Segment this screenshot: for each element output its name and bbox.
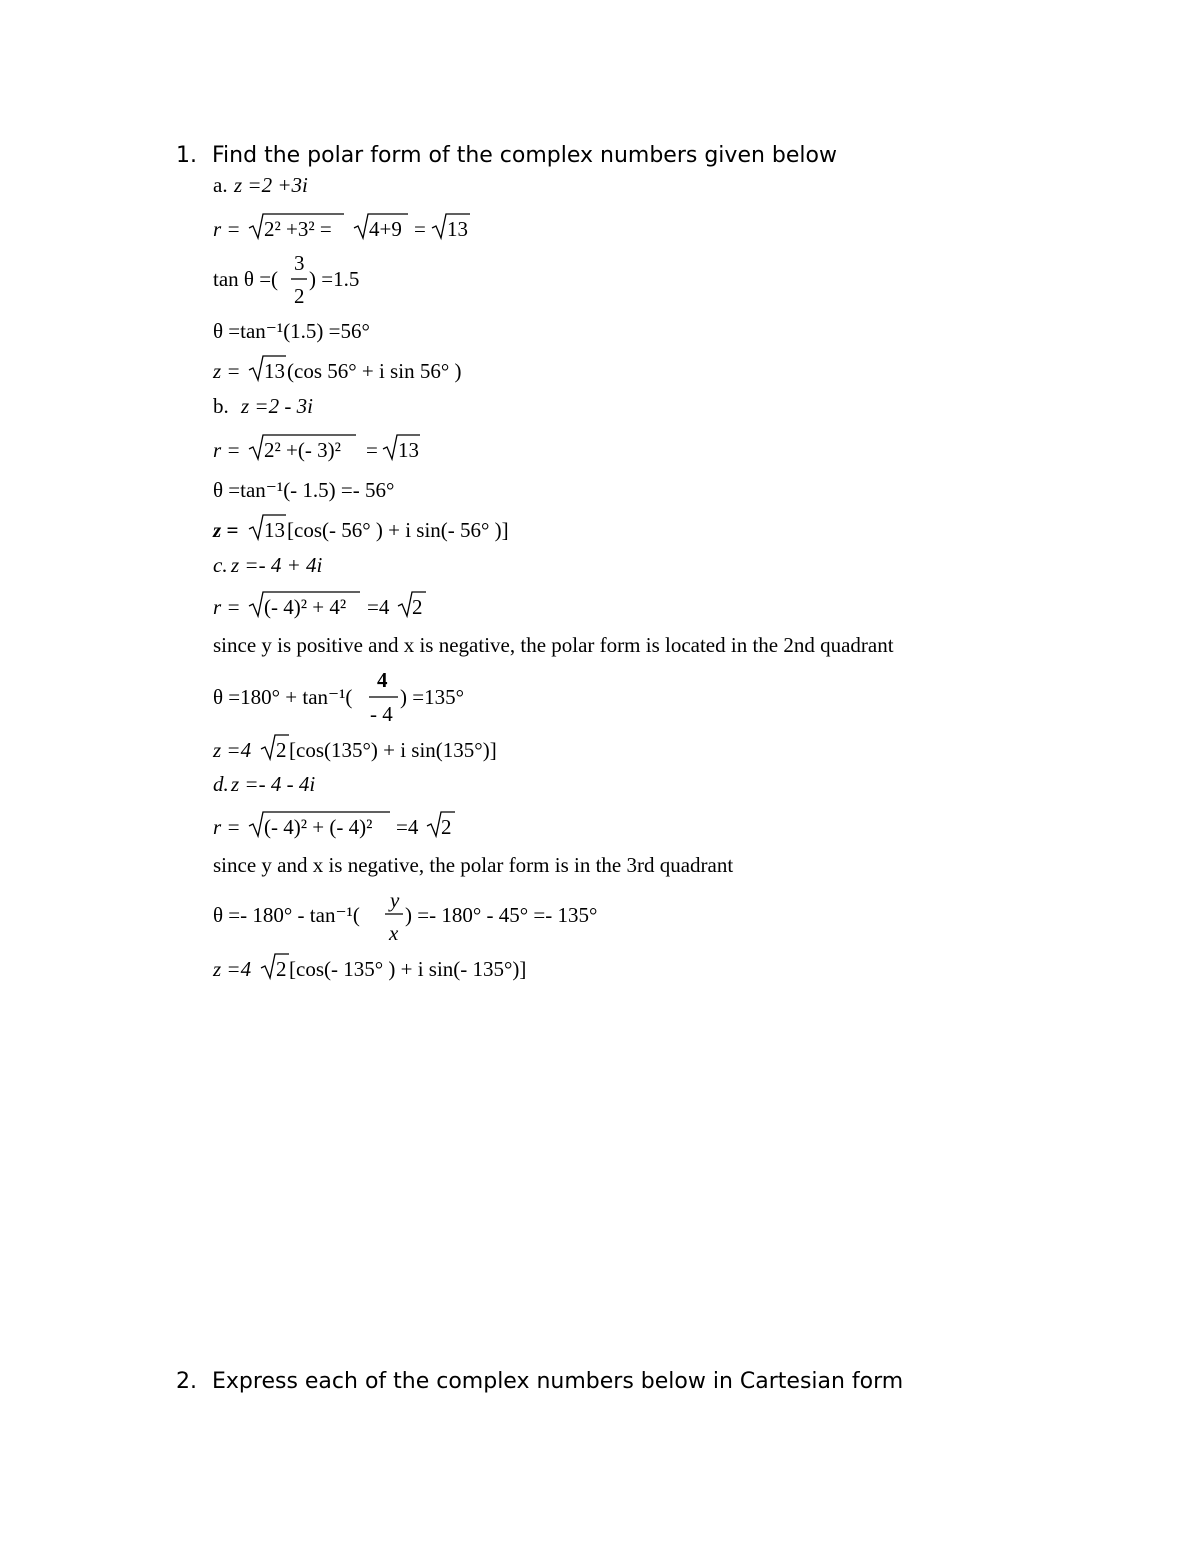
part-d-r-rhs: =4 — [396, 815, 419, 839]
part-b-z-rad: 13 — [264, 518, 285, 542]
part-a-tan-lhs: tan θ =( — [213, 267, 279, 291]
part-d-note: since y and x is negative, the polar form is in the 3rd quadrant — [213, 853, 734, 877]
part-a-r-eq2: = — [414, 217, 426, 241]
part-c-theta-rhs: ) =135° — [400, 685, 464, 709]
part-b — [212, 394, 509, 542]
question-2-text: Express each of the complex numbers below in Cartesian form — [212, 1369, 904, 1394]
part-a-tan-rhs: ) =1.5 — [309, 267, 360, 291]
part-c — [212, 553, 894, 762]
part-a-z-rad: 13 — [264, 359, 285, 383]
part-b-r-rad2: 13 — [398, 438, 419, 462]
part-c-theta-lhs: θ =180° + tan⁻¹( — [213, 685, 353, 709]
question-2-number: 2. — [176, 1369, 197, 1394]
part-d-z-lhs: z =4 — [213, 957, 252, 981]
part-d-theta-rhs: ) =- 180° - 45° =- 135° — [405, 903, 598, 927]
part-d-equation: z =- 4 - 4i — [231, 772, 316, 796]
part-b-z-rhs: [cos(- 56° ) + i sin(- 56° )] — [287, 518, 509, 542]
question-2 — [176, 1371, 903, 1393]
part-a-r-rad2: 4+9 — [369, 217, 402, 241]
part-d-r-rad: (- 4)² + (- 4)² — [264, 815, 373, 839]
part-c-r-rad2: 2 — [412, 595, 423, 619]
part-a-z-lhs: z = — [213, 359, 241, 383]
part-b-equation: z =2 - 3i — [241, 394, 313, 418]
question-1-number: 1. — [176, 143, 197, 168]
part-c-z-lhs: z =4 — [213, 738, 252, 762]
part-c-note: since y is positive and x is negative, the polar form is located in the 2nd quadrant — [213, 633, 894, 657]
part-d-theta-lhs: θ =- 180° - tan⁻¹( — [213, 903, 360, 927]
part-d-r-rad2: 2 — [441, 815, 452, 839]
part-a-theta: θ =tan⁻¹(1.5) =56° — [213, 319, 370, 343]
part-c-r-lhs: r = — [213, 595, 241, 619]
part-a-label: a. — [213, 173, 228, 197]
part-d-theta-den: x — [389, 921, 399, 945]
part-c-theta-den: - 4 — [370, 702, 393, 726]
part-a-tan-num: 3 — [294, 251, 305, 275]
part-b-label: b. — [213, 394, 229, 418]
part-a — [212, 173, 470, 383]
part-d-z-rad: 2 — [276, 957, 287, 981]
part-b-r-lhs: r = — [213, 438, 241, 462]
part-d-label: d. — [213, 772, 229, 796]
part-d-theta-num: y — [390, 888, 400, 912]
part-a-tan-den: 2 — [294, 284, 305, 308]
part-c-z-rhs: [cos(135°) + i sin(135°)] — [289, 738, 497, 762]
part-c-r-rad: (- 4)² + 4² — [264, 595, 347, 619]
part-d-r-lhs: r = — [213, 815, 241, 839]
part-a-r-rad3: 13 — [447, 217, 468, 241]
part-b-r-rad: 2² +(- 3)² — [264, 438, 341, 462]
part-d — [212, 772, 733, 981]
part-a-z-rhs: (cos 56° + i sin 56° ) — [287, 359, 462, 383]
part-c-label: c. — [213, 553, 228, 577]
part-c-r-rhs: =4 — [367, 595, 390, 619]
part-a-r-rad1: 2² +3² = — [264, 217, 332, 241]
part-b-theta: θ =tan⁻¹(- 1.5) =- 56° — [213, 478, 395, 502]
part-d-z-rhs: [cos(- 135° ) + i sin(- 135°)] — [289, 957, 527, 981]
part-b-z-lhs: z = — [213, 518, 239, 542]
part-c-z-rad: 2 — [276, 738, 287, 762]
part-a-equation: z =2 +3i — [234, 173, 308, 197]
part-c-theta-num: 4 — [377, 668, 388, 692]
part-c-equation: z =- 4 + 4i — [231, 553, 323, 577]
question-1-text: Find the polar form of the complex numbers given below — [212, 143, 837, 168]
part-b-r-eq2: = — [366, 438, 378, 462]
part-a-r-lhs: r = — [213, 217, 241, 241]
